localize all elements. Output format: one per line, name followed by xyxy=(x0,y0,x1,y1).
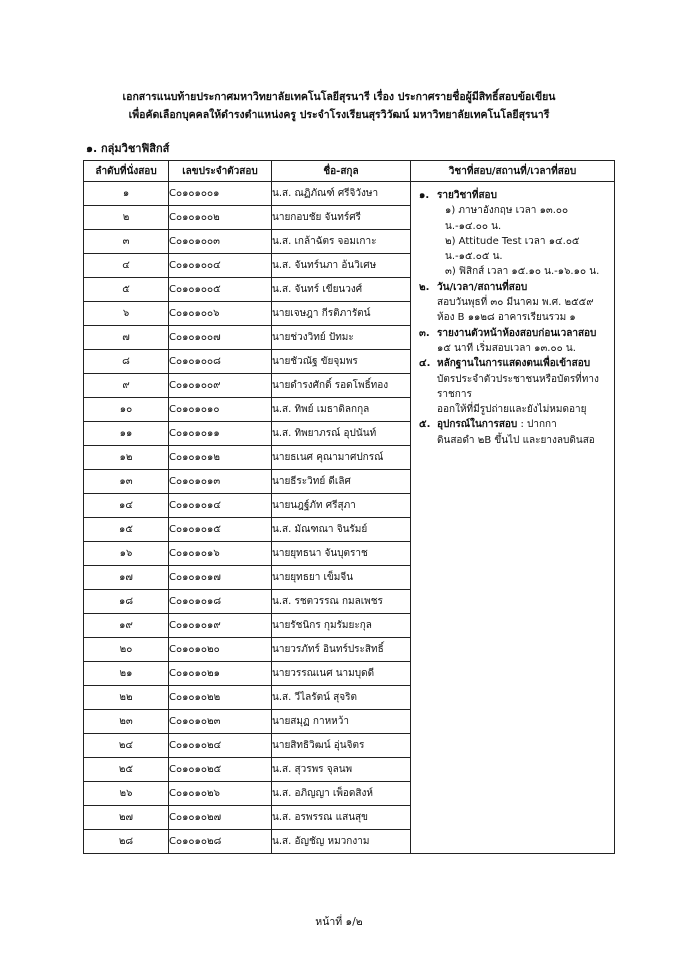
seat-cell: ๑๖ xyxy=(84,542,169,566)
candidate-name-cell: นายดำรงศักดิ์ รอดโพธิ์ทอง xyxy=(272,374,411,398)
exam-code-cell: C๐๑๐๑๐๒๑ xyxy=(169,662,272,686)
candidate-name-cell: น.ส. อภิญญา เพ็อดสิงห์ xyxy=(272,782,411,806)
info-section-equipment: ๕. อุปกรณ์ในการสอบ : ปากกา xyxy=(419,419,557,431)
exam-code-cell: C๐๑๐๑๐๑๒ xyxy=(169,446,272,470)
seat-cell: ๒๘ xyxy=(84,830,169,854)
candidate-name-cell: น.ส. เกล้าฉัตร จอมเกาะ xyxy=(272,230,411,254)
exam-code-cell: C๐๑๐๑๐๐๙ xyxy=(169,374,272,398)
info-section-id: ๔. หลักฐานในการแสดงตนเพื่อเข้าสอบ xyxy=(419,358,591,370)
page-number: หน้าที่ ๑/๒ xyxy=(315,916,363,928)
exam-code-cell: C๐๑๐๑๐๑๐ xyxy=(169,398,272,422)
exam-code-cell: C๐๑๐๑๐๑๑ xyxy=(169,422,272,446)
col-header-seat: ลำดับที่นั่งสอบ xyxy=(84,161,169,182)
seat-cell: ๕ xyxy=(84,278,169,302)
candidate-name-cell: นายนฎฐ์ภัท ศรีสุภา xyxy=(272,494,411,518)
group-title: ๑. กลุ่มวิชาฟิสิกส์ xyxy=(86,142,170,155)
seat-cell: ๑๘ xyxy=(84,590,169,614)
location-line: ห้อง B ๑๑๒๘ อาคารเรียนรวม ๑ xyxy=(437,312,576,324)
candidate-name-cell: น.ส. สุวรพร จุลนพ xyxy=(272,758,411,782)
table-row xyxy=(84,182,615,206)
seat-cell: ๒๒ xyxy=(84,686,169,710)
seat-cell: ๙ xyxy=(84,374,169,398)
exam-code-cell: C๐๑๐๑๐๐๑ xyxy=(169,182,272,206)
exam-code-cell: C๐๑๐๑๐๐๒ xyxy=(169,206,272,230)
info-section-subjects: ๑. รายวิชาที่สอบ xyxy=(419,190,497,201)
seat-cell: ๑๐ xyxy=(84,398,169,422)
exam-code-cell: C๐๑๐๑๐๑๘ xyxy=(169,590,272,614)
candidate-name-cell: น.ส. มัณฑณา จินรัมย์ xyxy=(272,518,411,542)
seat-cell: ๔ xyxy=(84,254,169,278)
candidate-name-cell: นายธเนศ คุณามาศปกรณ์ xyxy=(272,446,411,470)
exam-code-cell: C๐๑๐๑๐๒๒ xyxy=(169,686,272,710)
seat-cell: ๗ xyxy=(84,326,169,350)
candidate-name-cell: น.ส. อรพรรณ แสนสุข xyxy=(272,806,411,830)
seat-cell: ๒๖ xyxy=(84,782,169,806)
candidate-name-cell: นายยุทธยา เข็มจีน xyxy=(272,566,411,590)
seat-cell: ๑๒ xyxy=(84,446,169,470)
seat-cell: ๑๗ xyxy=(84,566,169,590)
exam-code-cell: C๐๑๐๑๐๒๗ xyxy=(169,806,272,830)
exam-code-cell: C๐๑๐๑๐๑๙ xyxy=(169,614,272,638)
col-header-name: ชื่อ-สกุล xyxy=(272,161,411,182)
seat-cell: ๖ xyxy=(84,302,169,326)
exam-code-cell: C๐๑๐๑๐๑๔ xyxy=(169,494,272,518)
info-section-datetime: ๒. วัน/เวลา/สถานที่สอบ xyxy=(419,281,528,293)
candidate-name-cell: น.ส. อัญชัญ หมวกงาม xyxy=(272,830,411,854)
seat-cell: ๒๓ xyxy=(84,710,169,734)
seat-cell: ๑ xyxy=(84,182,169,206)
exam-code-cell: C๐๑๐๑๐๒๔ xyxy=(169,734,272,758)
candidate-name-cell: น.ส. รชตวรรณ กมลเพชร xyxy=(272,590,411,614)
seat-cell: ๑๓ xyxy=(84,470,169,494)
document-title-line2: เพื่อคัดเลือกบุคคลให้ดำรงตำแหน่งครู ประจำโรงเรียนสุรวิวัฒน์ มหาวิทยาลัยเทคโนโลยีสุรนารี xyxy=(128,109,550,121)
seat-cell: ๒๔ xyxy=(84,734,169,758)
candidate-name-cell: น.ส. จันทร์นภา อ้นวิเศษ xyxy=(272,254,411,278)
exam-code-cell: C๐๑๐๑๐๑๖ xyxy=(169,542,272,566)
col-header-code: เลขประจำตัวสอบ xyxy=(169,161,272,182)
candidate-name-cell: น.ส. วีไลรัตน์ สุจริต xyxy=(272,686,411,710)
datetime-line: สอบวันพุธที่ ๓๐ มีนาคม พ.ศ. ๒๕๕๙ xyxy=(437,297,594,309)
exam-code-cell: C๐๑๐๑๐๐๗ xyxy=(169,326,272,350)
info-section-report: ๓. รายงานตัวหน้าห้องสอบก่อนเวลาสอบ xyxy=(419,327,597,339)
seat-cell: ๒๑ xyxy=(84,662,169,686)
subject-item: ๑) ภาษาอังกฤษ เวลา ๑๓.๐๐ น.-๑๔.๐๐ น. xyxy=(445,205,569,232)
exam-code-cell: C๐๑๐๑๐๑๕ xyxy=(169,518,272,542)
id-line: บัตรประจำตัวประชาชนหรือบัตรที่ทางราชการ xyxy=(437,373,599,400)
exam-code-cell: C๐๑๐๑๐๒๓ xyxy=(169,710,272,734)
candidate-name-cell: นายวรรณเนศ นามบุดดี xyxy=(272,662,411,686)
exam-info xyxy=(411,182,614,448)
equipment-line: ดินสอดำ ๒B ขึ้นไป และยางลบดินสอ xyxy=(437,434,595,446)
candidate-name-cell: นายยุทธนา จันบุตราช xyxy=(272,542,411,566)
seat-cell: ๑๑ xyxy=(84,422,169,446)
seat-cell: ๘ xyxy=(84,350,169,374)
exam-info-cell xyxy=(411,182,615,854)
candidate-name-cell: นายธีระวิทย์ ดีเลิศ xyxy=(272,470,411,494)
candidate-name-cell: นายสมุฏ กาหหว้า xyxy=(272,710,411,734)
seat-cell: ๑๔ xyxy=(84,494,169,518)
exam-code-cell: C๐๑๐๑๐๐๖ xyxy=(169,302,272,326)
candidate-name-cell: นายชัวณัฐ ขัยจุมพร xyxy=(272,350,411,374)
seat-cell: ๑๕ xyxy=(84,518,169,542)
seat-cell: ๓ xyxy=(84,230,169,254)
seat-cell: ๒๐ xyxy=(84,638,169,662)
seat-cell: ๒๕ xyxy=(84,758,169,782)
exam-code-cell: C๐๑๐๑๐๐๓ xyxy=(169,230,272,254)
exam-code-cell: C๐๑๐๑๐๒๐ xyxy=(169,638,272,662)
candidate-name-cell: นายเจษฎา กีรติภารัตน์ xyxy=(272,302,411,326)
col-header-info: วิชาที่สอบ/สถานที่/เวลาที่สอบ xyxy=(411,161,615,182)
subject-item: ๓) ฟิสิกส์ เวลา ๑๕.๑๐ น.-๑๖.๑๐ น. xyxy=(445,266,600,278)
exam-code-cell: C๐๑๐๑๐๒๕ xyxy=(169,758,272,782)
candidate-name-cell: น.ส. ทิพยาภรณ์ อุปนันท์ xyxy=(272,422,411,446)
report-line: ๑๕ นาที เริ่มสอบเวลา ๑๓.๐๐ น. xyxy=(437,342,576,354)
exam-code-cell: C๐๑๐๑๐๐๔ xyxy=(169,254,272,278)
exam-code-cell: C๐๑๐๑๐๑๓ xyxy=(169,470,272,494)
exam-code-cell: C๐๑๐๑๐๒๘ xyxy=(169,830,272,854)
candidate-name-cell: น.ส. ทิพย์ เมธาดิลกกุล xyxy=(272,398,411,422)
candidate-name-cell: นายกอบชัย จันทร์ศรี xyxy=(272,206,411,230)
exam-code-cell: C๐๑๐๑๐๐๘ xyxy=(169,350,272,374)
exam-code-cell: C๐๑๐๑๐๑๗ xyxy=(169,566,272,590)
candidate-name-cell: น.ส. จันทร์ เขียนวงศ์ xyxy=(272,278,411,302)
id-line: ออกให้ที่มีรูปถ่ายและยังไม่หมดอายุ xyxy=(437,404,587,416)
candidate-table xyxy=(83,160,615,854)
exam-code-cell: C๐๑๐๑๐๒๖ xyxy=(169,782,272,806)
exam-code-cell: C๐๑๐๑๐๐๕ xyxy=(169,278,272,302)
candidate-name-cell: นายสิทธิวิฒน์ อุ่นจิตร xyxy=(272,734,411,758)
candidate-name-cell: นายรัชนิกร กุมรัมยะกุล xyxy=(272,614,411,638)
subject-item: ๒) Attitude Test เวลา ๑๔.๐๕ น.-๑๕.๐๕ น. xyxy=(445,235,580,263)
candidate-name-cell: นายช่วงวิทย์ ปัทมะ xyxy=(272,326,411,350)
candidate-name-cell: นายวรภัทร์ อินทร์ประสิทธิ์ xyxy=(272,638,411,662)
document-title-line1: เอกสารแนบท้ายประกาศมหาวิทยาลัยเทคโนโลยีสุรนารี เรื่อง ประกาศรายชื่อผู้มีสิทธิ์สอบข้อเขียน xyxy=(122,91,556,103)
table-header-row xyxy=(84,161,615,182)
seat-cell: ๑๙ xyxy=(84,614,169,638)
seat-cell: ๒๗ xyxy=(84,806,169,830)
seat-cell: ๒ xyxy=(84,206,169,230)
candidate-name-cell: น.ส. ณฏิภัณฑ์ ศรีจิวังษา xyxy=(272,182,411,206)
